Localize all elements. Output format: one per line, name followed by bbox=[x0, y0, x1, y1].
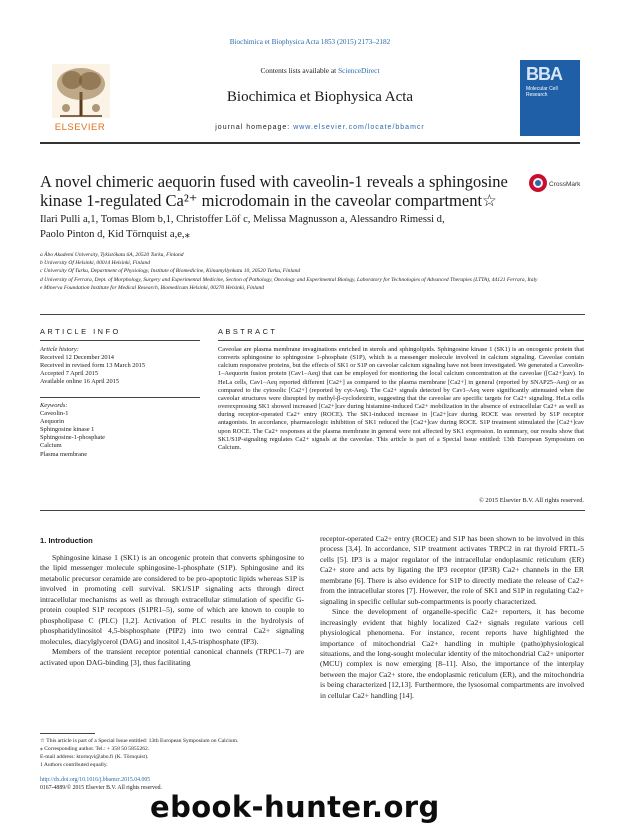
keyword: Sphingosine-1-phosphate bbox=[40, 434, 105, 442]
abstract-text: Caveolae are plasma membrane invaginations enriched in sterols and sphingolipids. Sphingosine kinase 1 (SK1) is an oncogenic protein that converts sphingosine to sphingosine 1-phosphate (S1P), which is a messenger molecule involved in calcium signaling. Caveolae contain calcium responsive proteins, but the effects of SK1 or S1P on caveolar calcium signaling have not been investigated. We generated a Caveolin-1–Aequorin fusion protein (Cav1–Aeq) that can be employed for monitoring the local calcium concentration at the caveolae ([Ca2+]cav). In HeLa cells, Cav1–Aeq reported different [Ca2+] as compared to the plasma membrane [Ca2+] in general (reported by SNAP25–Aeq) or as compared to the cytosolic [Ca2+] (reported by cyt-Aeq). The Ca2+ signals detected by Cav1–Aeq were significantly attenuated when the caveolar structures were disrupted by methyl-β-cyclodextrin, suggesting that the caveolae are specific targets for Ca2+ signaling. HeLa cells overexpressing SK1 showed increased [Ca2+]cav during histamine-induced Ca2+ mobilization in the absence of extracellular Ca2+ as well as during receptor-operated Ca2+ entry (ROCE). The SK1-induced increase in [Ca2+]cav during ROCE was reverted by S1P receptor antagonists. In accordance, pharmacologic inhibition of SK1 reduced the [Ca2+]cav during ROCE. S1P treatment stimulated the [Ca2+]cav upon ROCE. The Ca2+ responses at the plasma membrane in general were not affected by SK1 expression. In summary, our results show that SK1/S1P-signaling regulates Ca2+ signals at the caveolae. This article is part of a Special Issue entitled: 13th European Symposium on Calcium. bbox=[218, 346, 584, 451]
journal-citation[interactable]: Biochimica et Biophysica Acta 1853 (2015) 2173–2182 bbox=[229, 38, 391, 46]
section-heading: 1. Introduction bbox=[40, 536, 93, 545]
abstract-heading: ABSTRACT bbox=[218, 327, 278, 336]
watermark-text: ebook-hunter.org bbox=[150, 790, 440, 824]
article-title: A novel chimeric aequorin fused with caveolin-1 reveals a sphingosine kinase 1-regulated Ca²⁺ microdomain in the caveolar compartment☆ bbox=[40, 172, 508, 210]
doi-link[interactable]: http://dx.doi.org/10.1016/j.bbamcr.2015.04.005 bbox=[40, 777, 151, 783]
cover-title: BBA bbox=[526, 64, 562, 84]
affiliation: b University Of Helsinki, 00014 Helsinki, Finland bbox=[40, 260, 150, 267]
footnote[interactable]: E-mail address: ktornqvi@abo.fi (K. Törnquist). bbox=[40, 754, 149, 760]
paragraph: Members of the transient receptor potential canonical channels (TRPC1–7) are activated upon DAG-binding [3], thus facilitating bbox=[40, 647, 304, 667]
divider bbox=[40, 314, 585, 315]
affiliation: a Åbo Akademi University, Tykistökatu 6A, 20520 Turku, Finland bbox=[40, 252, 184, 258]
crossmark-icon[interactable] bbox=[528, 172, 584, 194]
abstract-copyright: © 2015 Elsevier B.V. All rights reserved. bbox=[478, 497, 584, 504]
affiliation: e Minerva Foundation Institute for Medical Research, Biomedicum Helsinki, 00270 Helsinki, Finland bbox=[40, 284, 265, 291]
paragraph: Sphingosine kinase 1 (SK1) is an oncogenic protein that converts sphingosine to the lipid messenger molecule sphingosine-1-phosphate (S1P). Sphingosine and its metabolic precursor ceramide are considered to be pro-apoptotic lipids whereas S1P is involved in promoting cell survival. SK1/S1P signaling acts through direct intracellular mechanisms as well as through extracellular stimulation of specific G-protein coupled S1P receptors (S1PR1–5), some of which are known to couple to phospholipase C (PLC) [1,2]. Activation of PLC results in the hydrolysis of phosphatidylinositol 4,5-bisphosphate (PIP2) into two central Ca2+ signaling molecules, diacylglycerol (DAG) and inositol 1,4,5-trisphosphate (IP3). bbox=[40, 553, 304, 646]
footnote-divider bbox=[40, 733, 95, 734]
keywords-label: Keywords: bbox=[40, 402, 68, 409]
footnote: 1 Authors contributed equally. bbox=[40, 762, 108, 768]
body-column-left bbox=[40, 553, 304, 668]
article-history bbox=[40, 346, 200, 386]
elsevier-tree-logo-icon bbox=[52, 64, 110, 118]
history-item: Received 12 December 2014 bbox=[40, 354, 114, 362]
keyword: Plasma membrane bbox=[40, 450, 88, 458]
body-column-right bbox=[320, 534, 584, 701]
article-info-heading: ARTICLE INFO bbox=[40, 327, 121, 336]
homepage-prefix: journal homepage: bbox=[215, 124, 294, 131]
divider bbox=[40, 510, 585, 511]
issn-line: 0167-4889/© 2015 Elsevier B.V. All rights reserved. bbox=[40, 785, 162, 791]
keyword: Caveolin-1 bbox=[40, 410, 69, 418]
authors-line-1: Ilari Pulli a,1, Tomas Blom b,1, Christoffer Löf c, Melissa Magnusson a, Alessandro Rimessi d, bbox=[40, 214, 445, 225]
cover-subtitle: Molecular Cell Research bbox=[526, 86, 558, 98]
paragraph: Since the development of organelle-specific Ca2+ reporters, it has become increasingly evident that highly localized Ca2+ signals regulate various cell physiological phenomena. For instance, recent reports have highlighted the importance of mitochondrial Ca2+ handling in multiple (patho)physiological situations, and the long-sought molecular identity of the mitochondrial Ca2+ uniporter (MCU) complex is now emerging [8–11]. Also, the importance of the interplay between the major Ca2+ store, the endoplasmic reticulum (ER), and the mitochondria is being characterized [12,13]. Furthermore, the lysosomal compartments are involved in cellular Ca2+ handling [14]. bbox=[320, 607, 584, 700]
affiliations bbox=[40, 251, 585, 292]
footnote: ☆ This article is part of a Special Issue entitled: 13th European Symposium on Calcium. bbox=[40, 738, 239, 744]
divider bbox=[218, 340, 584, 341]
history-label: Article history: bbox=[40, 346, 79, 353]
keyword: Sphingosine kinase 1 bbox=[40, 426, 95, 434]
header-divider bbox=[40, 142, 580, 144]
crossmark-label: CrossMark bbox=[549, 181, 581, 188]
author-list bbox=[40, 212, 510, 242]
journal-name: Biochimica et Biophysica Acta bbox=[226, 89, 414, 105]
homepage-link[interactable]: www.elsevier.com/locate/bbamcr bbox=[293, 124, 425, 131]
affiliation: c University Of Turku, Department of Physiology, Institute of Biomedicine, Kiinamyllynkatu 10, 20520 Turku, Finland bbox=[40, 268, 301, 275]
history-item: Available online 16 April 2015 bbox=[40, 378, 120, 386]
keyword: Calcium bbox=[40, 442, 62, 450]
divider bbox=[40, 340, 200, 341]
keyword: Aequorin bbox=[40, 418, 65, 426]
divider bbox=[40, 397, 200, 398]
history-item: Received in revised form 13 March 2015 bbox=[40, 362, 146, 370]
footnotes bbox=[40, 737, 320, 769]
sciencedirect-link[interactable]: ScienceDirect bbox=[338, 66, 380, 75]
contents-prefix: Contents lists available at bbox=[260, 66, 339, 75]
affiliation: d University of Ferrara, Dept. of Morphology, Surgery and Experimental Medicine, Section of Pathology, Oncology and Experimental Biology, Laboratory for Technologies of Advanced Therapies (LTTA), 44121 Ferrara, Italy bbox=[40, 276, 538, 283]
history-item: Accepted 7 April 2015 bbox=[40, 370, 99, 378]
authors-line-2: Paolo Pinton d, Kid Törnquist a,e,⁎ bbox=[40, 229, 190, 240]
paragraph: receptor-operated Ca2+ entry (ROCE) and S1P has been shown to be involved in this process [3,4]. In accordance, S1P treatment activates TRPC2 in rat thyroid FRTL-5 cells [5]. IP3 is a major regulator of the intracellular endoplasmic reticulum (ER) Ca2+ store and acts by ligating the IP3 receptor (IP3R) Ca2+ channels in the ER membrane [6]. There is also evidence for S1P to directly mediate the release of Ca2+ from the intracellular stores [7]. However, the role of SK1 and S1P in regulating Ca2+ signaling in specific cellular sub-compartments is poorly characterized. bbox=[320, 534, 584, 606]
publisher-logo-text: ELSEVIER bbox=[54, 122, 106, 133]
keywords bbox=[40, 402, 200, 459]
footnote: ⁎ Corresponding author. Tel.: + 358 50 5855262. bbox=[40, 746, 150, 752]
journal-homepage bbox=[120, 124, 520, 131]
contents-line bbox=[120, 66, 520, 75]
